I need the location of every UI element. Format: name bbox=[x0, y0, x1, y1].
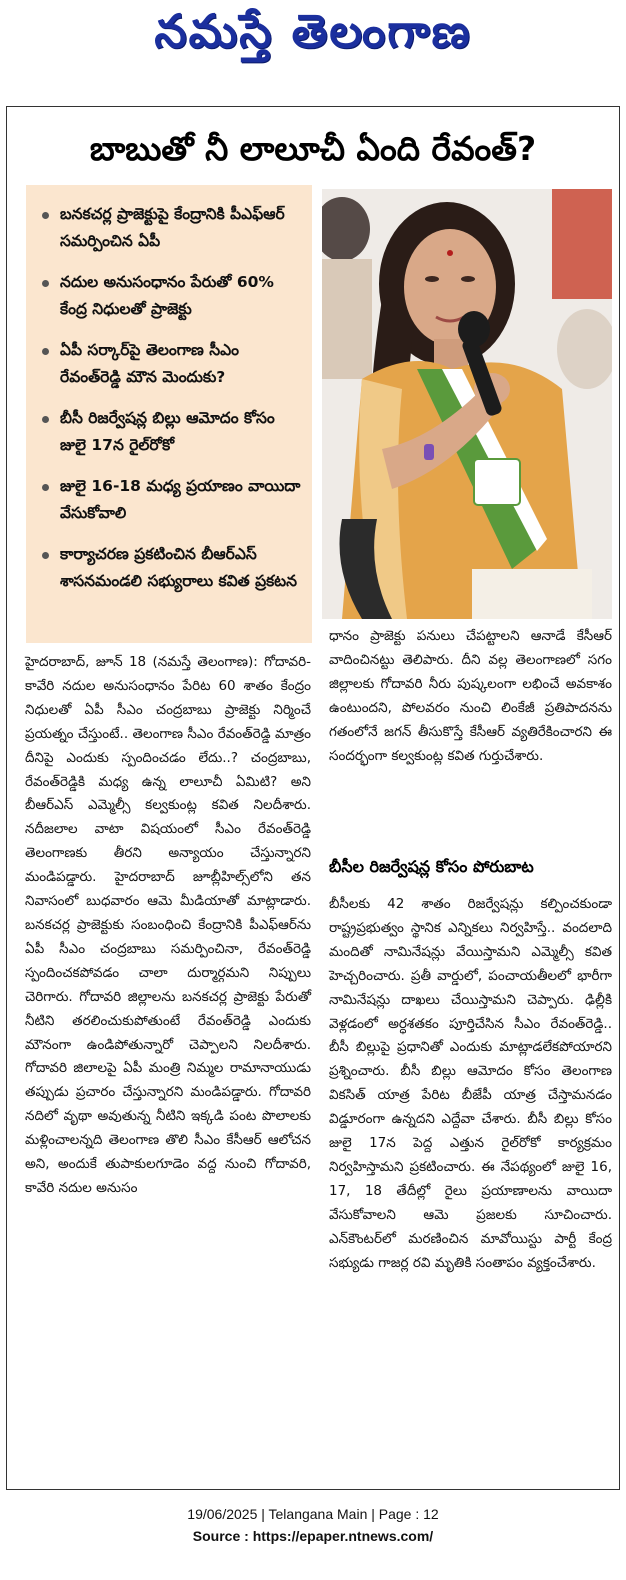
summary-point: నదుల అనుసంధానం పేరుతో 60% కేంద్ర నిధులతో ప్రాజెక్టు bbox=[36, 269, 302, 323]
summary-list bbox=[36, 201, 302, 595]
footer-source: Source : https://epaper.ntnews.com/ bbox=[192, 1528, 434, 1544]
bullet-icon bbox=[42, 212, 49, 219]
article-headline: బాబుతో నీ లాలూచీ ఏంది రేవంత్? bbox=[89, 129, 537, 168]
bullet-icon bbox=[42, 348, 49, 355]
summary-point: బీసీ రిజర్వేషన్ల బిల్లు ఆమోదం కోసం జులై 17న రైల్‌రోకో bbox=[36, 405, 302, 459]
bullet-icon bbox=[42, 416, 49, 423]
summary-point: కార్యాచరణ ప్రకటించిన బీఆర్ఎస్ శాసనమండలి సభ్యురాలు కవిత ప్రకటన bbox=[36, 541, 302, 595]
article-clipping bbox=[6, 106, 620, 1490]
article-body-right-bottom bbox=[329, 893, 612, 1276]
summary-box bbox=[26, 185, 312, 643]
article-body-right-top bbox=[329, 625, 612, 768]
footer-edition-info: 19/06/2025 | Telangana Main | Page : 12 bbox=[187, 1506, 439, 1522]
summary-point: బనకచర్ల ప్రాజెక్టుపై కేంద్రానికి పీఎఫ్ఆర్ సమర్పించిన ఏపీ bbox=[36, 201, 302, 255]
bullet-icon bbox=[42, 484, 49, 491]
masthead-title: నమస్తే తెలంగాణ bbox=[154, 4, 472, 58]
left-column-text: హైదరాబాద్, జూన్ 18 (నమస్తే తెలంగాణ): గోదావరి-కావేరి నదుల అనుసంధానం పేరిట 60 శాతం కేంద్రం నిధులతో ఏపీ సీఎం చంద్రబాబు ప్రాజెక్టు నిర్మించే ప్రయత్నం చేస్తుంటే.. తెలంగాణ సీఎం రేవంత్‌రెడ్డి మాత్రం దీనిపై ఎందుకు స్పందించడం లేదు..? చంద్రబాబు, రేవంత్‌రెడ్డికి మధ్య ఉన్న లాలూచీ ఏమిటి? అని బీఆర్ఎస్ ఎమ్మెల్సీ కల్వకుంట్ల కవిత నిలదీశారు. నదీజలాల వాటా విషయంలో సీఎం రేవంత్‌రెడ్డి తెలంగాణకు తీరని అన్యాయం చేస్తున్నారని మండిపడ్డారు. హైదరాబాద్ జూబ్లీహిల్స్‌లోని తన నివాసంలో బుధవారం ఆమె మీడియాతో మాట్లాడారు. బనకచర్ల ప్రాజెక్టుకు సంబంధించి కేంద్రానికి పీఎఫ్ఆర్‌ను ఏపీ సీఎం చంద్రబాబు సమర్పించినా, రేవంత్‌రెడ్డి స్పందించకపోవడం చాలా దుర్మార్గమని నిప్పులు చెరిగారు. గోదావరి జిల్లాలను బనకచర్ల ప్రాజెక్టు పేరుతో నీటిని తరలించుకుపోతుంటే రేవంత్‌రెడ్డి ఎందుకు మౌనంగా ఉండిపోతున్నారో చెప్పాలని నిలదీశారు. గోదావరి జిలాలపై ఏపీ మంత్రి నిమ్మల రామానాయుడు తప్పుడు ప్రచారం చేస్తున్నారని మండిపడ్డారు. గోదావరి నదిలో వృథా అవుతున్న నీటిని ఇక్కడి పంట పొలాలకు మళ్లించాలన్నది తెలంగాణ తొలి సీఎం కేసీఆర్ ఆలోచన అని, అందుకే తుపాకులగూడెం వద్ద నుంచి గోదావరి, కావేరి నదుల అనుసం bbox=[25, 654, 311, 1196]
newspaper-masthead bbox=[0, 0, 626, 78]
summary-point: ఏపీ సర్కార్‌పై తెలంగాణ సీఎం రేవంత్‌రెడ్డి మౌన మెందుకు? bbox=[36, 337, 302, 391]
bullet-icon bbox=[42, 552, 49, 559]
summary-point: జులై 16-18 మధ్య ప్రయాణం వాయిదా వేసుకోవాలి bbox=[36, 473, 302, 527]
speaker-illustration bbox=[322, 189, 612, 619]
bullet-icon bbox=[42, 280, 49, 287]
speaker-photo bbox=[322, 189, 612, 619]
right-column-top-text: ధానం ప్రాజెక్టు పనులు చేపట్టాలని ఆనాడే కేసీఆర్ వాదించినట్టు తెలిపారు. దీని వల్ల తెలంగాణలో సగం జిల్లాలకు గోదావరి నీరు పుష్కలంగా లభించే అవకాశం ఉంటుందని, పోలవరం నుంచి లింకేజీ ప్రతిపాదనను గతంలోనే జగన్ తీసుకొస్తే కేసీఆర్ వ్యతిరేకించారని ఈ సందర్భంగా కల్వకుంట్ల కవిత గుర్తుచేశారు. bbox=[329, 628, 612, 764]
article-subheading: బీసీల రిజర్వేషన్ల కోసం పోరుబాట bbox=[329, 857, 534, 876]
article-body-left bbox=[25, 651, 311, 1201]
right-column-bottom-text: బీసీలకు 42 శాతం రిజర్వేషన్లు కల్పించకుండా రాష్ట్రప్రభుత్వం స్థానిక ఎన్నికలు నిర్వహిస్తే.. వందలాది మందితో నామినేషన్లు వేయిస్తామని ఎమ్మెల్సీ కవిత హెచ్చరించారు. ప్రతీ వార్డులో, పంచాయతీలలో భారీగా నామినేషన్లు దాఖలు చేయిస్తామని చెప్పారు. ఢిల్లీకి వెళ్లడంలో అర్ధశతకం పూర్తిచేసిన సీఎం రేవంత్‌రెడ్డి.. బీసీ బిల్లుపై ప్రధానితో ఎందుకు మాట్లాడలేకపోయారని ప్రశ్నించారు. బీసీ బిల్లు ఆమోదం కోసం తెలంగాణ వికసిత్ యాత్ర పేరిట బీజేపీ యాత్ర చేస్తామనడం విడ్డూరంగా ఉన్నదని ఎద్దేవా చేశారు. బీసీ బిల్లు కోసం జులై 17న పెద్ద ఎత్తున రైల్‌రోకో కార్యక్రమం నిర్వహిస్తామని ప్రకటించారు. ఈ నేపథ్యంలో జులై 16, 17, 18 తేదీల్లో రైలు ప్రయాణాలను వాయిదా వేసుకోవాలని ఆమె ప్రజలకు సూచించారు. ఎన్‌కౌంటర్‌లో మరణించిన మావోయిస్టు పార్టీ కేంద్ర సభ్యుడు గాజర్ల రవి మృతికి సంతాపం వ్యక్తంచేశారు. bbox=[329, 896, 612, 1271]
